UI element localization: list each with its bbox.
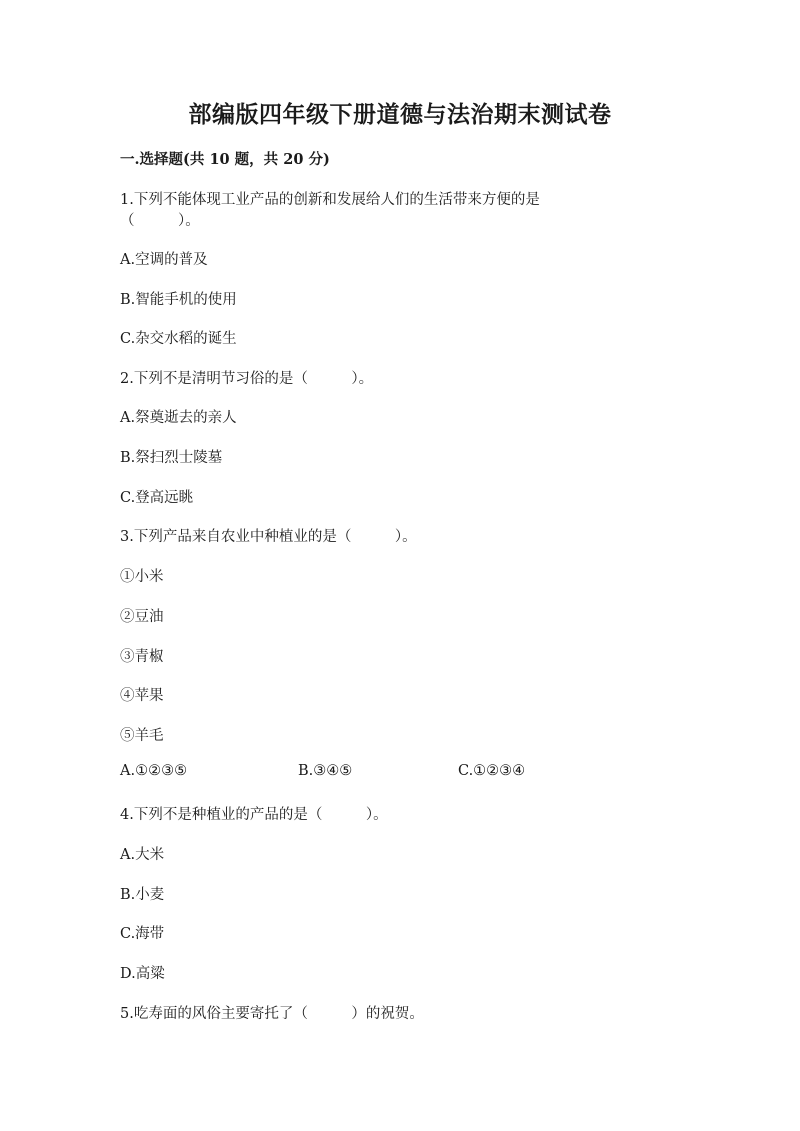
question-4-option-b: B.小麦: [120, 887, 165, 903]
question-3-item-3: ③青椒: [120, 649, 164, 665]
question-4-option-c: C.海带: [120, 926, 165, 942]
question-3-option-b: B.③④⑤: [298, 763, 353, 779]
question-3-item-2: ②豆油: [120, 609, 164, 625]
question-2-stem: 2.下列不是清明节习俗的是（ ）。: [120, 371, 374, 387]
question-3-option-a: A.①②③⑤: [120, 763, 188, 779]
question-2-option-b: B.祭扫烈士陵墓: [120, 450, 223, 466]
question-4-stem: 4.下列不是种植业的产品的是（ ）。: [120, 807, 388, 823]
question-1-stem-line2: （ ）。: [120, 213, 200, 229]
page-title: 部编版四年级下册道德与法治期末测试卷: [188, 101, 612, 128]
question-2-option-c: C.登高远眺: [120, 490, 194, 506]
question-5-stem: 5.吃寿面的风俗主要寄托了（ ）的祝贺。: [120, 1006, 424, 1022]
question-1-stem-line1: 1.下列不能体现工业产品的创新和发展给人们的生活带来方便的是: [120, 192, 540, 208]
question-4-option-d: D.高粱: [120, 966, 165, 982]
question-3-stem: 3.下列产品来自农业中种植业的是（ ）。: [120, 529, 417, 545]
question-4-option-a: A.大米: [120, 847, 165, 863]
question-3-item-5: ⑤羊毛: [120, 728, 164, 744]
question-1-option-c: C.杂交水稻的诞生: [120, 331, 237, 347]
question-3-item-4: ④苹果: [120, 688, 164, 704]
question-1-option-b: B.智能手机的使用: [120, 292, 237, 308]
question-1-option-a: A.空调的普及: [120, 252, 208, 268]
section-heading: 一.选择题(共 10 题，共 20 分): [120, 151, 330, 168]
question-3-option-c: C.①②③④: [458, 763, 526, 779]
question-3-item-1: ①小米: [120, 569, 164, 585]
question-2-option-a: A.祭奠逝去的亲人: [120, 410, 237, 426]
